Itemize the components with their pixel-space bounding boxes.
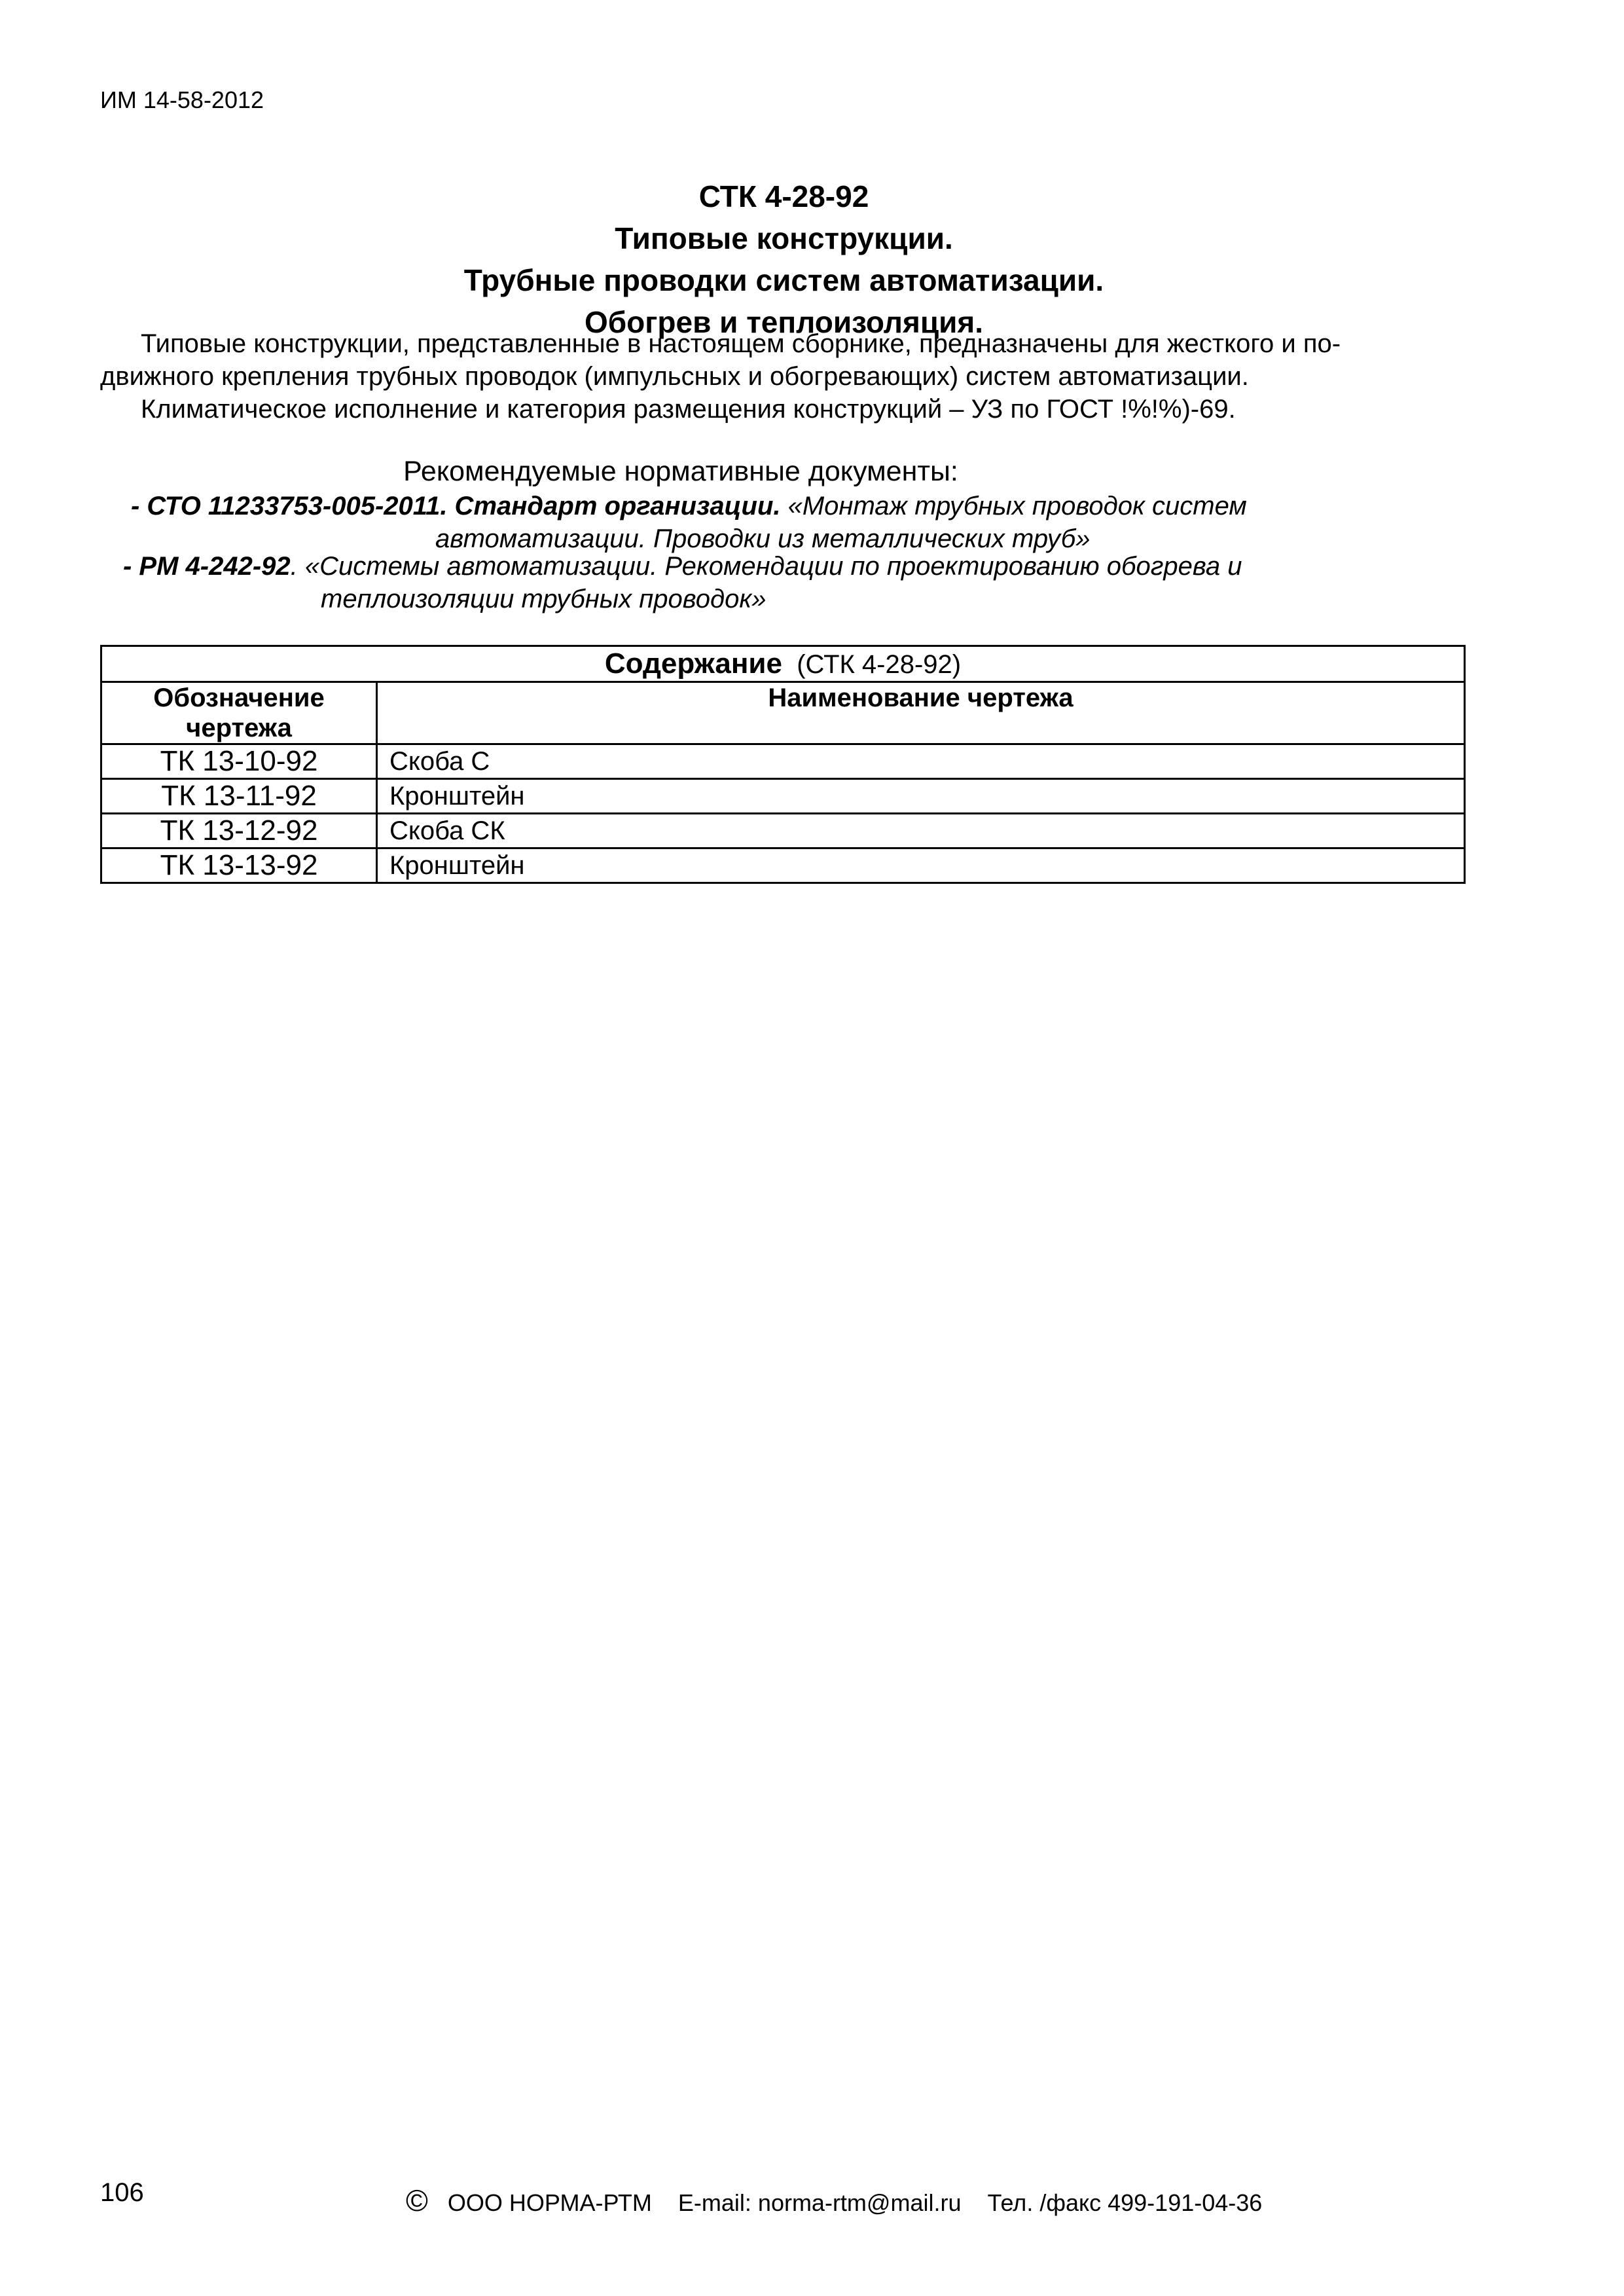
- table-row: [101, 848, 1465, 883]
- drawing-name: Скоба С: [377, 744, 1465, 779]
- title-line-4: Обогрев и теплоизоляция.: [584, 305, 984, 339]
- column-header-designation: [101, 682, 377, 744]
- copyright-icon: ©: [406, 2183, 428, 2217]
- reference-1-title-line-2: автоматизации. Проводки из металлических труб»: [435, 524, 1091, 553]
- footer-phone: Тел. /факс 499-191-04-36: [987, 2189, 1263, 2216]
- reference-2-title-line-2: теплоизоляции трубных проводок»: [321, 585, 767, 613]
- title-line-3: Трубные проводки систем автоматизации.: [463, 263, 1104, 297]
- reference-1-title: «Монтаж трубных проводок систем: [780, 492, 1247, 520]
- intro-text: [100, 327, 1422, 426]
- reference-2-title: . «Системы автоматизации. Рекомендации по проектированию обогрева и: [290, 552, 1242, 581]
- column-header-name: Наименование чертежа: [377, 682, 1465, 744]
- drawing-code: ТК 13-12-92: [101, 814, 377, 848]
- table-row: [101, 744, 1465, 779]
- title-line-2: Типовые конструкции.: [615, 221, 953, 255]
- title-line-1: СТК 4-28-92: [698, 179, 869, 213]
- table-header-row: [101, 682, 1465, 744]
- column-header-designation-line-1: Обозначение: [153, 683, 325, 712]
- drawing-code: ТК 13-13-92: [101, 848, 377, 883]
- reference-2: [0, 550, 1414, 615]
- contents-table: [100, 645, 1466, 884]
- reference-1: [0, 490, 1414, 555]
- intro-paragraph-1-line-2: движного крепления трубных проводок (импульсных и обогревающих) систем автоматизации.: [100, 362, 1249, 391]
- table-row: [101, 814, 1465, 848]
- table-caption-subtitle: (СТК 4-28-92): [797, 650, 962, 679]
- drawing-code: ТК 13-11-92: [101, 779, 377, 814]
- document-title: [0, 175, 1568, 343]
- drawing-name: Кронштейн: [377, 779, 1465, 814]
- intro-paragraph-2: Климатическое исполнение и категория размещения конструкций – УЗ по ГОСТ !%!%)-69.: [141, 395, 1236, 424]
- drawing-name: Скоба СК: [377, 814, 1465, 848]
- table-caption-title: Содержание: [604, 647, 782, 680]
- footer-email: E-mail: norma-rtm@mail.ru: [677, 2189, 962, 2216]
- reference-1-code: - СТО 11233753-005-2011. Стандарт организации.: [131, 492, 781, 520]
- table-row: [101, 779, 1465, 814]
- column-header-designation-line-2: чертежа: [186, 714, 292, 742]
- document-code: ИМ 14-58-2012: [100, 86, 264, 113]
- drawing-name: Кронштейн: [377, 848, 1465, 883]
- page-number: 106: [100, 2178, 144, 2207]
- footer-company: ООО НОРМА-РТМ: [447, 2189, 652, 2216]
- table-caption: [101, 646, 1465, 682]
- intro-paragraph-1-line-1: Типовые конструкции, представленные в настоящем сборнике, предназначены для жесткого и по-: [141, 329, 1341, 358]
- recommended-docs-heading: Рекомендуемые нормативные документы:: [403, 456, 958, 487]
- drawing-code: ТК 13-10-92: [101, 744, 377, 779]
- reference-2-code: - РМ 4-242-92: [123, 552, 291, 581]
- page-footer: [406, 2183, 1282, 2218]
- table-caption-row: [101, 646, 1465, 682]
